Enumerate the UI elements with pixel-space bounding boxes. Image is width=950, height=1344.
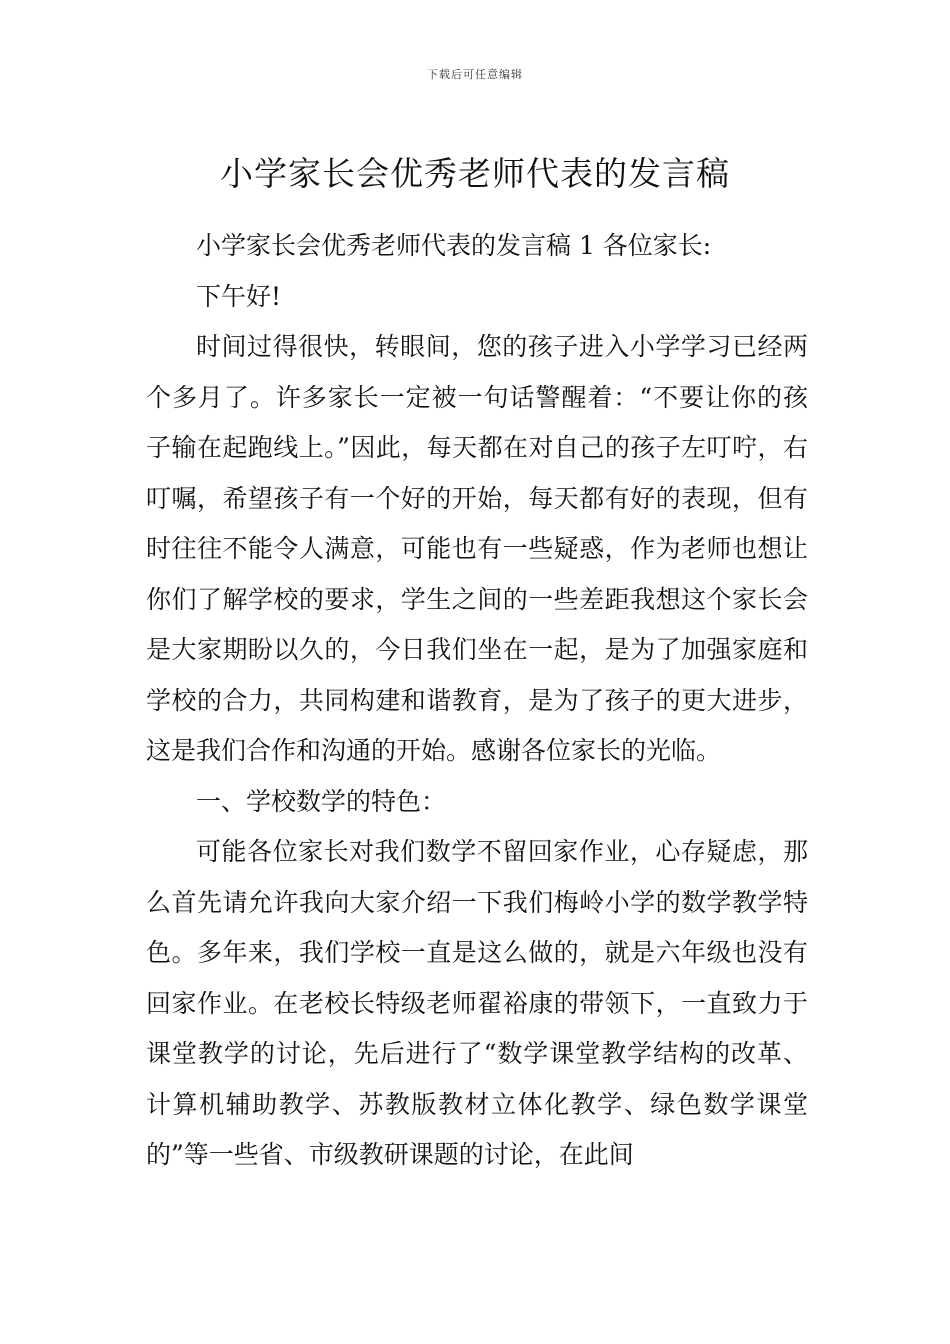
paragraph-salutation: 下午好! <box>196 281 282 311</box>
paragraph-math-features: 可能各位家长对我们数学不留回家作业，心存疑虑，那么首先请允许我向大家介绍一下我们梅岭小学的数学教学特色。多年来，我们学校一直是这么做的，就是六年级也没有回家作业。在老校长特级老师翟裕康的带领下，一直致力于课堂教学的讨论，先后进行了“数学课堂教学结构的改革、计算机辅助教学、苏教版教材立体化教学、绿色数学课堂的”等一些省、市级教研课题的讨论，在此间 <box>146 837 808 1169</box>
header-note: 下载后可任意编辑 <box>427 68 523 81</box>
paragraph-greeting: 小学家长会优秀老师代表的发言稿 1 各位家长: <box>196 231 712 260</box>
document-body <box>146 221 808 1181</box>
document-title: 小学家长会优秀老师代表的发言稿 <box>220 154 730 194</box>
section-heading: 一、学校数学的特色： <box>196 786 447 816</box>
paragraph-intro: 时间过得很快，转眼间，您的孩子进入小学学习已经两个多月了。许多家长一定被一句话警醒着：“不要让你的孩子输在起跑线上。”因此，每天都在对自己的孩子左叮咛，右叮嘱，希望孩子有一个好的开始，每天都有好的表现，但有时往往不能令人满意，可能也有一些疑惑，作为老师也想让你们了解学校的要求，学生之间的一些差距我想这个家长会是大家期盼以久的，今日我们坐在一起，是为了加强家庭和学校的合力，共同构建和谐教育，是为了孩子的更大进步，这是我们合作和沟通的开始。感谢各位家长的光临。 <box>146 332 808 765</box>
